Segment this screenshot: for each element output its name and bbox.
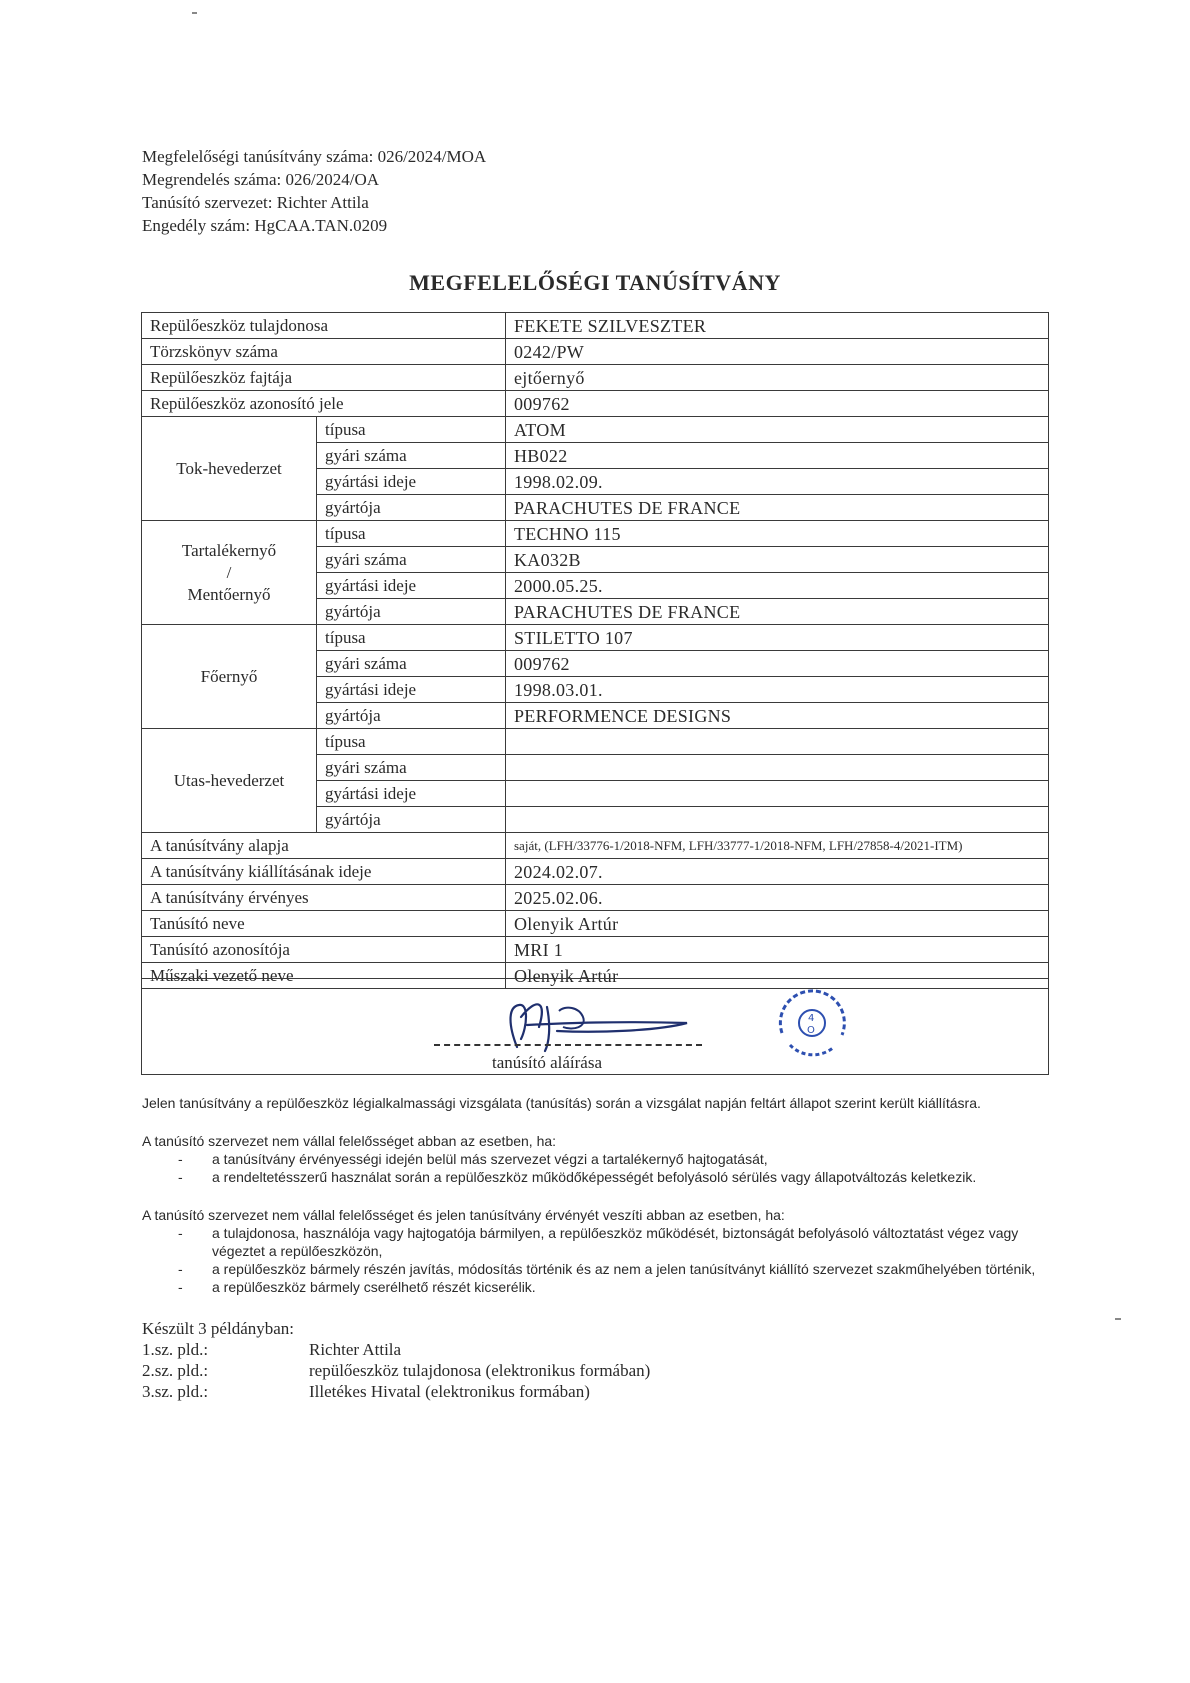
list-item — [142, 1260, 1050, 1278]
signature-line — [434, 1044, 702, 1046]
svg-text:4: 4 — [808, 1013, 815, 1024]
field-value: KA032B — [506, 547, 1049, 573]
field-label: Repülőeszköz tulajdonosa — [142, 313, 506, 339]
field-label: Törzskönyv száma — [142, 339, 506, 365]
field-label: Tanúsító neve — [142, 911, 506, 937]
table-row — [142, 417, 1049, 443]
table-row — [142, 937, 1049, 963]
group-name: Tok-hevederzet — [142, 417, 317, 521]
table-row — [142, 339, 1049, 365]
field-label: Repülőeszköz azonosító jele — [142, 391, 506, 417]
field-value: saját, (LFH/33776-1/2018-NFM, LFH/33777-1/2018-NFM, LFH/27858-4/2021-ITM) — [506, 833, 1049, 859]
field-value: ATOM — [506, 417, 1049, 443]
copy-row — [142, 1360, 650, 1381]
signature-box — [141, 978, 1049, 1075]
field-label: gyártója — [317, 807, 506, 833]
field-value: FEKETE SZILVESZTER — [506, 313, 1049, 339]
field-value: 2000.05.25. — [506, 573, 1049, 599]
table-row — [142, 625, 1049, 651]
field-label: Tanúsító azonosítója — [142, 937, 506, 963]
table-row — [142, 365, 1049, 391]
list-item-text: a tanúsítvány érvényességi idején belül más szervezet végzi a tartalékernyő hajtogatását, — [212, 1151, 768, 1167]
field-label: gyártója — [317, 495, 506, 521]
field-label: gyártási ideje — [317, 677, 506, 703]
field-value: TECHNO 115 — [506, 521, 1049, 547]
group-name: Tartalékernyő / Mentőernyő — [142, 521, 317, 625]
field-value: 1998.02.09. — [506, 469, 1049, 495]
list-dash: - — [178, 1151, 183, 1167]
field-value: MRI 1 — [506, 937, 1049, 963]
page-title: MEGFELELŐSÉGI TANÚSÍTVÁNY — [409, 270, 781, 295]
copies-title: Készült 3 példányban: — [142, 1319, 295, 1338]
field-value: 2024.02.07. — [506, 859, 1049, 885]
notes-paragraph-2 — [142, 1132, 1050, 1186]
list-dash: - — [178, 1225, 183, 1241]
list-item — [142, 1278, 1050, 1296]
field-value: Olenyik Artúr — [506, 911, 1049, 937]
scan-speck — [1115, 1318, 1121, 1320]
copy-recipient: Richter Attila — [309, 1340, 402, 1359]
legal-notes — [142, 1094, 1050, 1296]
table-row — [142, 885, 1049, 911]
notes-paragraph-3 — [142, 1206, 1050, 1296]
copy-row — [142, 1381, 650, 1402]
field-label: gyártási ideje — [317, 469, 506, 495]
svg-text:O: O — [807, 1025, 815, 1036]
group-name: Utas-hevederzet — [142, 729, 317, 833]
list-item-text: a rendeltetésszerű használat során a repülőeszköz működőképességét befolyásoló sérülés vagy állapotváltozás keletkezik. — [212, 1169, 977, 1185]
field-value: 1998.03.01. — [506, 677, 1049, 703]
scan-speck — [192, 12, 197, 14]
field-label: gyártási ideje — [317, 781, 506, 807]
field-value: 009762 — [506, 651, 1049, 677]
list-dash: - — [178, 1169, 183, 1185]
copy-row — [142, 1339, 650, 1360]
field-value: PERFORMENCE DESIGNS — [506, 703, 1049, 729]
field-value — [506, 755, 1049, 781]
field-value: HB022 — [506, 443, 1049, 469]
table-row — [142, 729, 1049, 755]
copy-key: 2.sz. pld.: — [142, 1361, 209, 1380]
table-row — [142, 833, 1049, 859]
field-value — [506, 729, 1049, 755]
field-label: gyártója — [317, 599, 506, 625]
copy-key: 1.sz. pld.: — [142, 1340, 209, 1359]
field-value: 009762 — [506, 391, 1049, 417]
notes-list-3 — [142, 1224, 1050, 1296]
field-value: ejtőernyő — [506, 365, 1049, 391]
field-label: A tanúsítvány alapja — [142, 833, 506, 859]
list-dash: - — [178, 1279, 183, 1295]
field-label: típusa — [317, 625, 506, 651]
table-row — [142, 911, 1049, 937]
certificate-number: Megfelelőségi tanúsítvány száma: 026/2024/MOA — [142, 147, 487, 166]
license-number: Engedély szám: HgCAA.TAN.0209 — [142, 216, 388, 235]
field-label: A tanúsítvány érvényes — [142, 885, 506, 911]
field-value — [506, 781, 1049, 807]
certificate-header — [142, 145, 486, 237]
copies-section — [142, 1318, 650, 1402]
certifying-organization: Tanúsító szervezet: Richter Attila — [142, 193, 369, 212]
field-label: típusa — [317, 417, 506, 443]
group-name: Főernyő — [142, 625, 317, 729]
field-label: gyártója — [317, 703, 506, 729]
field-label: gyári száma — [317, 547, 506, 573]
notes-list-2 — [142, 1150, 1050, 1186]
copy-recipient: repülőeszköz tulajdonosa (elektronikus formában) — [309, 1361, 651, 1380]
field-value — [506, 807, 1049, 833]
table-row — [142, 391, 1049, 417]
field-label: gyártási ideje — [317, 573, 506, 599]
field-label: gyári száma — [317, 755, 506, 781]
table-row — [142, 521, 1049, 547]
field-label: gyári száma — [317, 443, 506, 469]
list-dash: - — [178, 1261, 183, 1277]
signature-label: tanúsító aláírása — [492, 1053, 602, 1072]
table-row — [142, 859, 1049, 885]
list-item-text: a tulajdonosa, használója vagy hajtogatója bármilyen, a repülőeszköz működését, biztonságát befolyásoló változtatást végez vagy végeztet a repülőeszközön, — [212, 1225, 1019, 1259]
notes-paragraph-3-intro: A tanúsító szervezet nem vállal felelősséget és jelen tanúsítvány érvényét veszíti abban az esetben, ha: — [142, 1207, 785, 1223]
field-label: típusa — [317, 729, 506, 755]
notes-paragraph-2-intro: A tanúsító szervezet nem vállal felelősséget abban az esetben, ha: — [142, 1133, 557, 1149]
field-label: típusa — [317, 521, 506, 547]
field-label: Repülőeszköz fajtája — [142, 365, 506, 391]
certificate-table — [141, 312, 1049, 989]
field-value: STILETTO 107 — [506, 625, 1049, 651]
field-value: PARACHUTES DE FRANCE — [506, 599, 1049, 625]
copy-recipient: Illetékes Hivatal (elektronikus formában) — [309, 1382, 590, 1401]
copy-key: 3.sz. pld.: — [142, 1382, 209, 1401]
instructor-stamp-icon — [772, 983, 852, 1063]
order-number: Megrendelés száma: 026/2024/OA — [142, 170, 379, 189]
list-item-text: a repülőeszköz bármely cserélhető részét kicserélik. — [212, 1279, 536, 1295]
list-item — [142, 1224, 1050, 1260]
field-value: 0242/PW — [506, 339, 1049, 365]
list-item — [142, 1150, 1050, 1168]
list-item-text: a repülőeszköz bármely részén javítás, módosítás történik és az nem a jelen tanúsítványt kiállító szervezet szakműhelyében történik, — [212, 1261, 1036, 1277]
table-row — [142, 313, 1049, 339]
field-value: PARACHUTES DE FRANCE — [506, 495, 1049, 521]
field-value: 2025.02.06. — [506, 885, 1049, 911]
field-value: Olenyik Artúr — [506, 963, 1049, 989]
field-label: Műszaki vezető neve — [142, 963, 506, 989]
list-item — [142, 1168, 1050, 1186]
field-label: A tanúsítvány kiállításának ideje — [142, 859, 506, 885]
field-label: gyári száma — [317, 651, 506, 677]
notes-paragraph-1: Jelen tanúsítvány a repülőeszköz légialkalmassági vizsgálata (tanúsítás) során a vizsgálat napján feltárt állapot szerint került kiállításra. — [142, 1095, 981, 1111]
